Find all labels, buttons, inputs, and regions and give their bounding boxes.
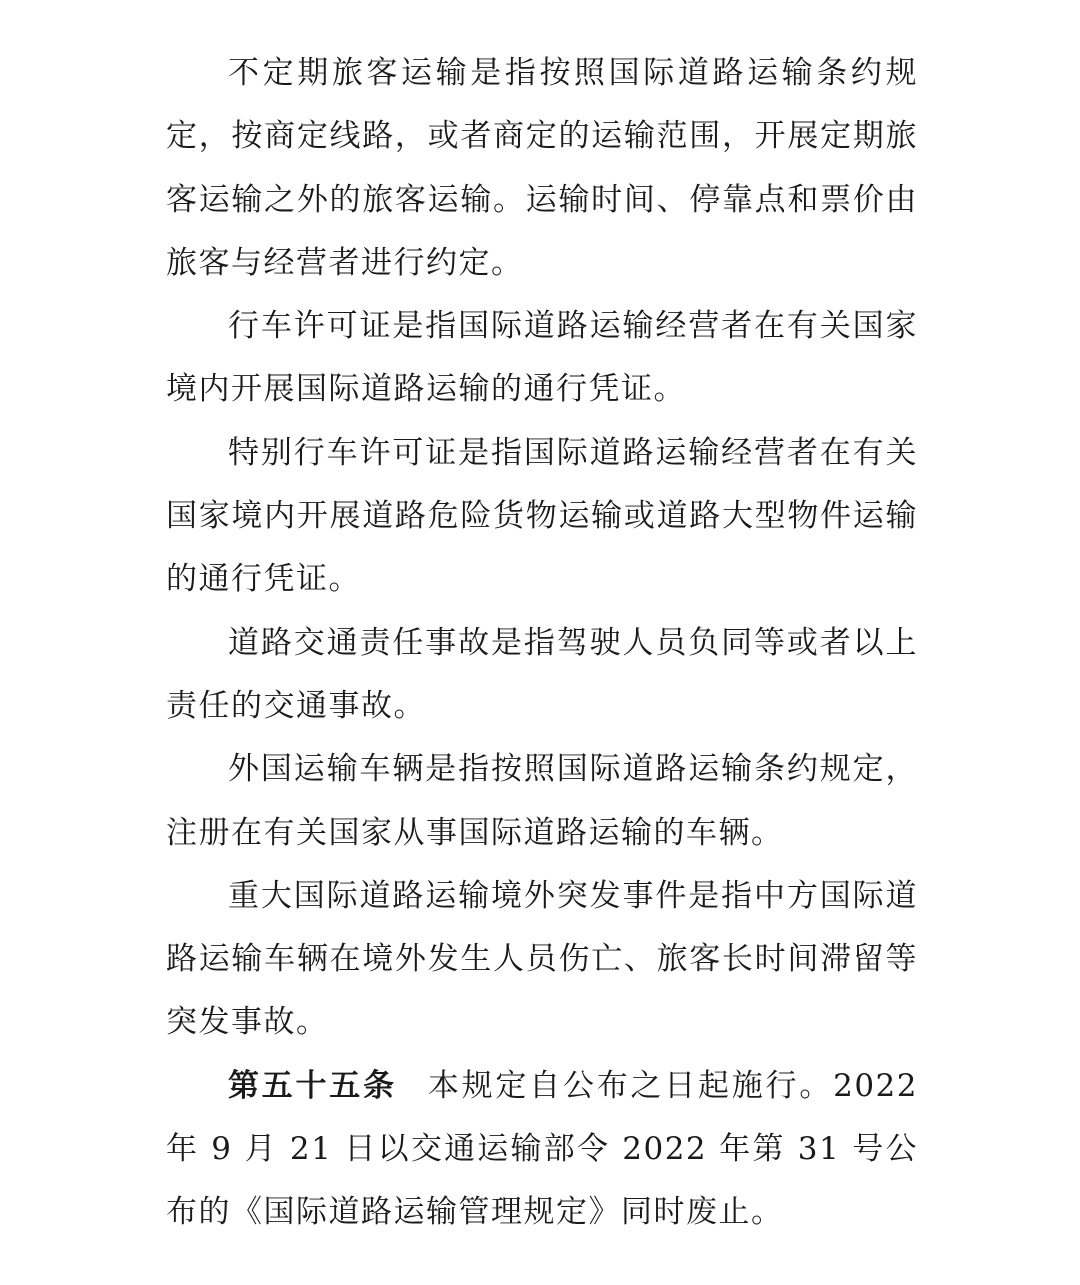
article-number: 第五十五条 xyxy=(228,1067,397,1104)
paragraph-driving-permit: 行车许可证是指国际道路运输经营者在有关国家境内开展国际道路运输的通行凭证。 xyxy=(166,308,918,408)
paragraph-foreign-transport-vehicle: 外国运输车辆是指按照国际道路运输条约规定，注册在有关国家从事国际道路运输的车辆。 xyxy=(166,751,918,851)
document-page xyxy=(166,42,918,1245)
article-55 xyxy=(166,1055,918,1245)
paragraph-irregular-passenger-transport: 不定期旅客运输是指按照国际道路运输条约规定，按商定线路，或者商定的运输范围，开展定期旅客运输之外的旅客运输。运输时间、停靠点和票价由旅客与经营者进行约定。 xyxy=(166,55,918,281)
article-text: 本规定自公布之日起施行。2022 年 9 月 21 日以交通运输部令 2022 年第 31 号公布的《国际道路运输管理规定》同时废止。 xyxy=(166,1067,918,1231)
paragraph-major-overseas-emergency: 重大国际道路运输境外突发事件是指中方国际道路运输车辆在境外发生人员伤亡、旅客长时间滞留等突发事故。 xyxy=(166,877,918,1041)
paragraph-traffic-liability-accident: 道路交通责任事故是指驾驶人员负同等或者以上责任的交通事故。 xyxy=(166,624,918,724)
paragraph-special-driving-permit: 特别行车许可证是指国际道路运输经营者在有关国家境内开展道路危险货物运输或道路大型物件运输的通行凭证。 xyxy=(166,434,918,598)
